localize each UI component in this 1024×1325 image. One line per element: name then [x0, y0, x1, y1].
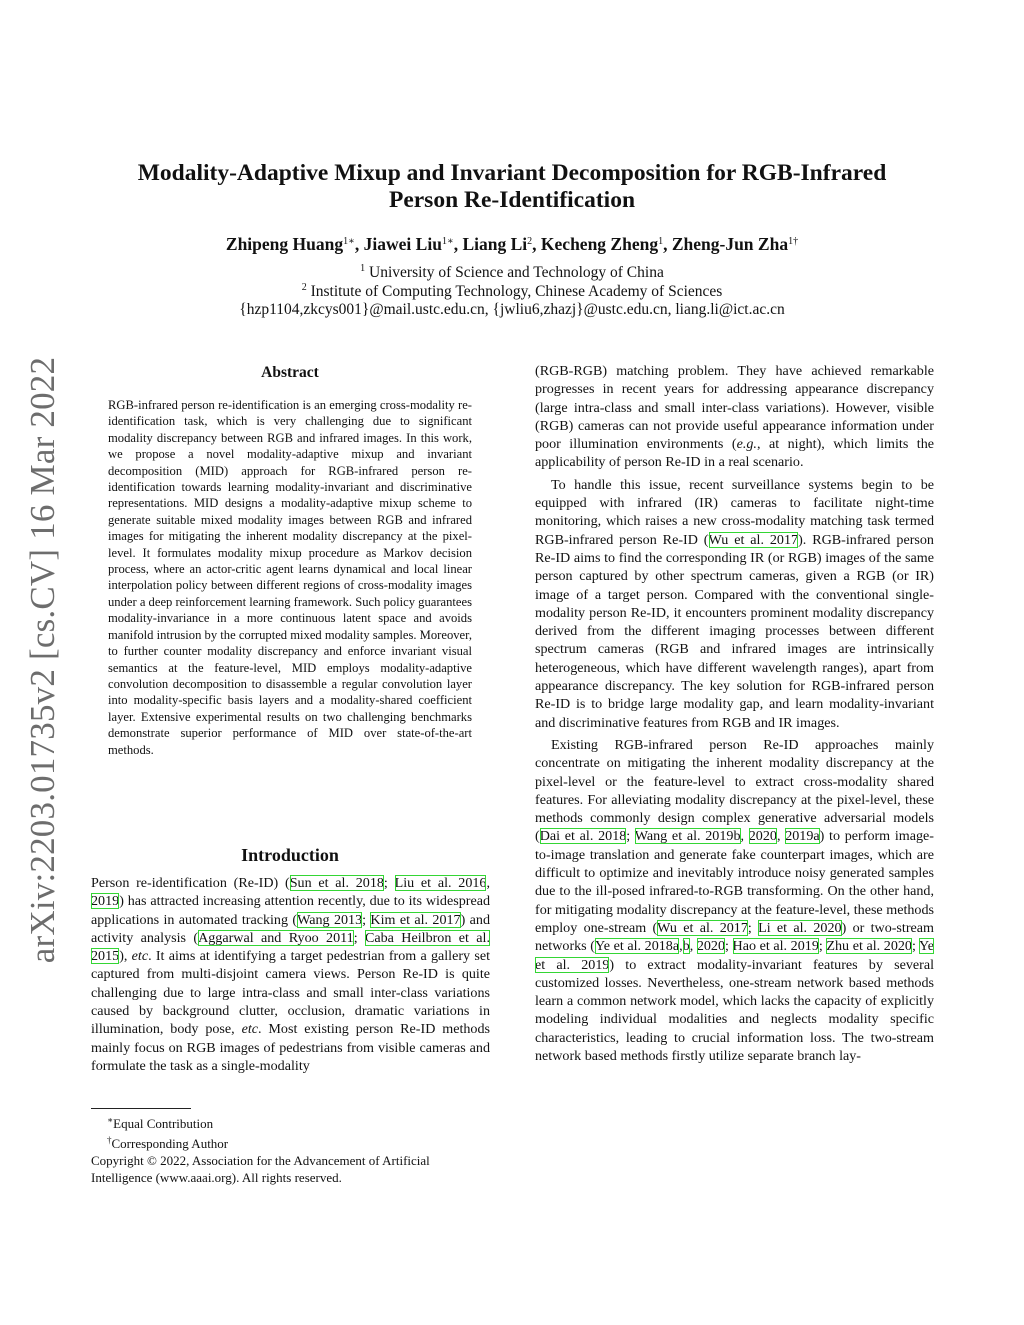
author: Jiawei Liu$^{1∗}$,	[363, 234, 463, 254]
citation-link[interactable]: Caba Heilbron et al. 2015	[91, 929, 490, 965]
citation-link[interactable]: Ye et al. 2018a	[594, 938, 680, 955]
title-line-1: Modality-Adaptive Mixup and Invariant Decomposition for RGB-Infrared	[137, 160, 887, 186]
intro-column-left	[91, 874, 490, 1075]
citation-link[interactable]: Kim et al. 2017	[370, 911, 461, 928]
citation-link[interactable]: 2019a	[785, 828, 820, 845]
abstract-heading: Abstract	[261, 364, 319, 381]
author: Zheng-Jun Zha$^{1\dagger}$	[671, 234, 799, 254]
author: Kecheng Zheng$^1$,	[540, 234, 672, 254]
intro-paragraph-2: (RGB-RGB) matching problem. They have achieved remarkable progresses in recent years for addressing appearance discrepancy (large intra-class and small inter-class variations). However, visible (RGB) cameras can not provide useful appearance information under poor illumination environments (e.g., at night), which limits the applicability of person Re-ID in a real scenario.	[535, 363, 935, 471]
intro-paragraph-1: Person re-identification (Re-ID) (Sun et al. 2018; Liu et al. 2016, 2019) has attracted increasing attention recently, due to its widespread applications in automated tracking (Wang 2013; Kim et al. 2017) and activity analysis (Aggarwal and Ryoo 2011; Caba Heilbron et al. 2015), etc. It aims at identifying a target pedestrian from a gallery set captured from multi-disjoint camera views. Person Re-ID is quite challenging due to large intra-class and small inter-class variations caused by background clutter, occlusion, dramatic variations in illumination, body pose, etc. Most existing person Re-ID methods mainly focus on RGB images of pedestrians from visible cameras and formulate the task as a single-modality	[91, 875, 491, 1074]
citation-link[interactable]: 2019	[91, 893, 120, 910]
author: Liang Li$^2$,	[462, 234, 541, 254]
intro-paragraph-4: Existing RGB-infrared person Re-ID approaches mainly concentrate on mitigating the inherent modality discrepancy at the pixel-level or the feature-level to extract cross-modality shared features. For alleviating modality discrepancy at the pixel-level, these methods commonly design complex generative adversarial models (Dai et al. 2018; Wang et al. 2019b, 2020, 2019a) to perform image-to-image translation and generate fake counterpart images, which are difficult to optimize and inevitably introduce noisy generated samples due to the ill-posed infrared-to-RGB transforming. On the other hand, for mitigating modality discrepancy at the feature-level, these methods employ one-stream (Wu et al. 2017; Li et al. 2020) or two-stream networks (Ye et al. 2018a,b, 2020; Hao et al. 2019; Zhu et al. 2020; Ye et al. 2019) to extract modality-invariant features by several customized losses. Nevertheless, one-stream network based methods learn a common network model, which lacks the capacity of explicitly modeling individual modalities and neglects modality specific characteristics, leading to crucial information loss. The two-stream network based methods firstly utilize separate branch lay-	[535, 736, 934, 1064]
citation-link[interactable]: 2020	[748, 828, 777, 845]
citation-link[interactable]: Ye et al. 2019	[535, 938, 934, 973]
arxiv-id: arXiv:2203.01735v2 [cs.CV] 16 Mar 2022	[23, 356, 62, 964]
introduction-heading: Introduction	[241, 845, 339, 865]
citation-link[interactable]: Aggarwal and Ryoo 2011	[198, 929, 354, 946]
author-emails: {hzp1104,zkcys001}@mail.ustc.edu.cn, {jwliu6,zhazj}@ustc.edu.cn, liang.li@ict.ac.cn	[239, 301, 785, 318]
citation-link[interactable]: Li et al. 2020	[758, 919, 842, 936]
paper-title	[100, 160, 924, 214]
citation-link[interactable]: 2020	[696, 938, 725, 955]
footnote-divider	[91, 1108, 191, 1109]
footnotes	[91, 1112, 490, 1186]
abstract-text: RGB-infrared person re-identification is an emerging cross-modality re-identification task, which is very challenging due to significant modality discrepancy between RGB and infrared images. In this work, we propose a novel modality-adaptive mixup and invariant decomposition (MID) approach for RGB-infrared person re-identification towards learning modality-invariant and discriminative representations. MID designs a modality-adaptive mixup scheme to generate suitable mixed modality images between RGB and infrared images for mitigating the inherent modality discrepancy at the pixel-level. It formulates modality mixup procedure as Markov decision process, where an actor-critic agent learns dynamical and local linear interpolation policy between different regions of cross-modality images under a deep reinforcement learning framework. Such policy guarantees modality-invariance in a more continuous latent space and avoids manifold intrusion by the corrupted mixed modality samples. Moreover, to further counter modality discrepancy and enforce invariant visual semantics at the feature-level, MID employs modality-adaptive convolution decomposition to disassemble a regular convolution layer into modality-specific basis layers and a modality-shared coefficient layer. Extensive experimental results on two challenging benchmarks demonstrate superior performance of MID over state-of-the-art methods.	[108, 398, 473, 757]
author-list	[100, 234, 924, 255]
citation-link[interactable]: Wu et al. 2017	[657, 919, 748, 936]
citation-link[interactable]: Dai et al. 2018	[539, 828, 627, 845]
affiliation-1: $^1$ University of Science and Technology of China	[360, 263, 664, 281]
arxiv-sidebar-stamp	[23, 345, 62, 975]
affiliation-2: $^2$ Institute of Computing Technology, Chinese Academy of Sciences	[301, 282, 723, 300]
copyright-notice: Copyright © 2022, Association for the Advancement of Artificial Intelligence (www.aaai.org). All rights reserved.	[91, 1153, 430, 1185]
intro-paragraph-3: To handle this issue, recent surveillance systems begin to be equipped with infrared (IR) cameras to facilitate night-time monitoring, which raises a new cross-modality matching task termed RGB-infrared person Re-ID (Wu et al. 2017). RGB-infrared person Re-ID aims to find the corresponding IR (or RGB) images of the same person captured by other spectrum cameras, given a RGB (or IR) image of a target person. Compared with the conventional single-modality person Re-ID, it encounters prominent modality discrepancy derived from the different imaging processes between different spectrum cameras (RGB and infrared images are intrinsically heterogeneous, which have different wavelength ranges), apart from appearance discrepancy. The key solution for RGB-infrared person Re-ID is to bridge large modality gap, and learn modality-invariant and discriminative features from RGB and IR images.	[535, 476, 934, 731]
citation-link[interactable]: Sun et al. 2018	[289, 875, 384, 891]
citation-link[interactable]: Hao et al. 2019	[732, 938, 819, 955]
citation-link[interactable]: Liu et al. 2016	[394, 875, 487, 891]
citation-link[interactable]: b	[682, 938, 690, 955]
citation-link[interactable]: Zhu et al. 2020	[826, 938, 912, 955]
citation-link[interactable]: Wu et al. 2017	[708, 531, 799, 548]
footnote-corresponding-author: †Corresponding Author	[107, 1135, 229, 1151]
citation-link[interactable]: Wang 2013	[297, 911, 363, 928]
footnote-equal-contribution: ∗Equal Contribution	[107, 1115, 214, 1131]
author: Zhipeng Huang$^{1∗}$,	[225, 234, 364, 254]
intro-column-right	[535, 362, 934, 1065]
citation-link[interactable]: Wang et al. 2019b	[634, 828, 741, 845]
title-line-2: Person Re-Identification	[388, 187, 636, 213]
